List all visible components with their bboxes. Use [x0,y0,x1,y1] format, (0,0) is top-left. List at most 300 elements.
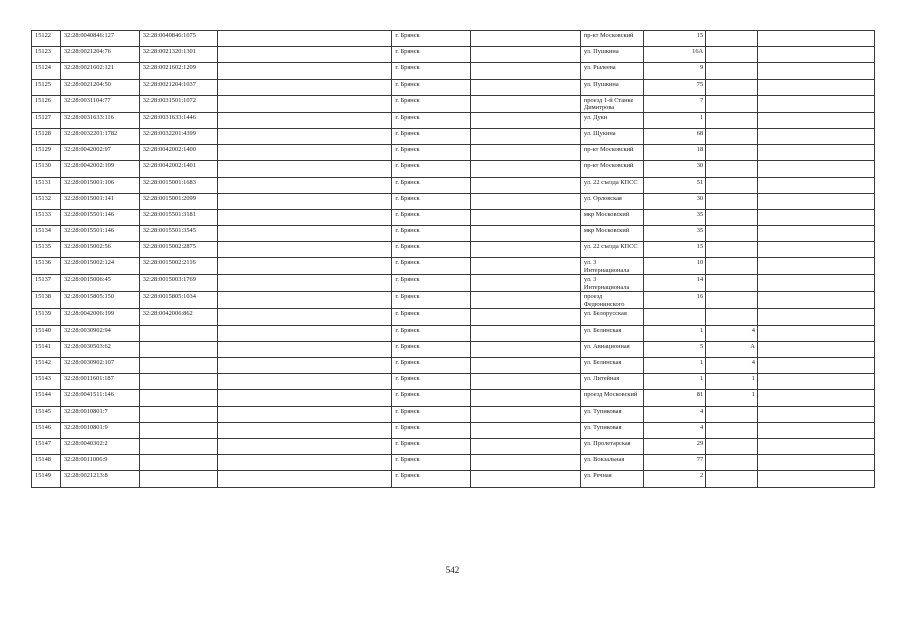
cell-empty [471,47,581,63]
cell-empty [471,145,581,161]
cell-street: ул. Дуки [580,112,643,128]
cell-empty [218,193,392,209]
cell-street: пр-кт Московский [580,161,643,177]
cell-empty [757,95,874,112]
cell-empty [218,258,392,275]
cell-flat [706,31,758,47]
cell-empty [218,325,392,341]
cell-flat [706,455,758,471]
cell-cadastral-land: 32:28:0040846:127 [60,31,139,47]
table-row [32,309,875,325]
cell-empty [471,275,581,292]
cell-house: 29 [644,438,706,454]
cell-number: 15131 [32,177,61,193]
cell-cadastral-land: 32:28:0015006:45 [60,275,139,292]
cell-empty [471,161,581,177]
cell-cadastral-building: 32:28:0015501:3181 [139,209,218,225]
cell-cadastral-land: 32:28:0031633:116 [60,112,139,128]
cell-house: 30 [644,161,706,177]
page-number: 542 [445,565,460,575]
cell-street: проезд 1-й Станке Димитрова [580,95,643,112]
cell-street: ул. Рылеева [580,63,643,79]
cell-cadastral-building [139,406,218,422]
cell-house: 5 [644,341,706,357]
cell-number: 15140 [32,325,61,341]
cell-cadastral-land: 32:28:0010801:7 [60,406,139,422]
cell-cadastral-land: 32:28:0032201:1782 [60,128,139,144]
cell-number: 15147 [32,438,61,454]
cell-empty [471,258,581,275]
cell-city: г. Брянск [392,422,471,438]
cell-number: 15148 [32,455,61,471]
table-row [32,358,875,374]
cell-cadastral-building [139,341,218,357]
cell-flat [706,47,758,63]
table-row [32,242,875,258]
cell-cadastral-building: 32:28:0015001:1683 [139,177,218,193]
cell-cadastral-land: 32:28:0021204:76 [60,47,139,63]
cell-cadastral-building: 32:28:0031501:1072 [139,95,218,112]
cell-cadastral-building: 32:28:0042006:862 [139,309,218,325]
cell-flat [706,161,758,177]
cell-flat [706,422,758,438]
cell-street: ул. Орловская [580,193,643,209]
cell-house: 30 [644,193,706,209]
cell-number: 15137 [32,275,61,292]
table-row [32,95,875,112]
cell-street: проезд Московский [580,390,643,406]
cell-cadastral-land: 32:28:0040302:2 [60,438,139,454]
cell-flat [706,292,758,309]
cell-street: ул. Речная [580,471,643,487]
cell-street: ул. Тупиковая [580,422,643,438]
cell-cadastral-building: 32:28:0021204:1037 [139,79,218,95]
cell-empty [218,358,392,374]
table-row [32,79,875,95]
cell-street: ул. 3 Интернационала [580,258,643,275]
cell-empty [471,193,581,209]
table-row [32,422,875,438]
cell-flat [706,275,758,292]
cell-street: ул. Вокзальная [580,455,643,471]
cell-flat: А [706,341,758,357]
cell-cadastral-building: 32:28:0031633:1446 [139,112,218,128]
cell-house: 77 [644,455,706,471]
table-row [32,177,875,193]
table-row [32,390,875,406]
cell-number: 15132 [32,193,61,209]
cell-house: 1 [644,325,706,341]
cell-cadastral-land: 32:28:0042002:109 [60,161,139,177]
cell-cadastral-land: 32:28:0041511:146 [60,390,139,406]
cell-number: 15141 [32,341,61,357]
cell-flat: 1 [706,374,758,390]
cell-house: 1 [644,374,706,390]
cell-flat [706,258,758,275]
cell-cadastral-land: 32:28:0015001:106 [60,177,139,193]
cell-empty [218,438,392,454]
cell-number: 15139 [32,309,61,325]
cell-cadastral-building: 32:28:0015003:1769 [139,275,218,292]
cell-city: г. Брянск [392,374,471,390]
cell-flat [706,63,758,79]
cell-city: г. Брянск [392,325,471,341]
cell-flat [706,193,758,209]
table-row [32,128,875,144]
cell-flat [706,112,758,128]
cell-cadastral-land: 32:28:0030902:107 [60,358,139,374]
cell-cadastral-building: 32:28:0021602:1209 [139,63,218,79]
cell-street: ул. Литейная [580,374,643,390]
cell-number: 15146 [32,422,61,438]
cell-house: 7 [644,95,706,112]
cell-empty [218,292,392,309]
cell-empty [218,455,392,471]
cell-city: г. Брянск [392,79,471,95]
cell-street: ул. Пролетарская [580,438,643,454]
cell-number: 15127 [32,112,61,128]
cell-empty [471,79,581,95]
cell-empty [471,390,581,406]
cell-cadastral-land: 32:28:0015002:124 [60,258,139,275]
registry-table-body [32,31,875,488]
cell-empty [757,242,874,258]
cell-empty [757,177,874,193]
table-row [32,47,875,63]
cell-street: ул. Пушкина [580,79,643,95]
cell-empty [757,258,874,275]
cell-empty [757,325,874,341]
cell-street: пр-кт Московский [580,145,643,161]
cell-empty [471,31,581,47]
cell-house: 4 [644,422,706,438]
cell-empty [757,63,874,79]
cell-number: 15142 [32,358,61,374]
cell-house: 35 [644,226,706,242]
cell-cadastral-land: 32:28:0042002:97 [60,145,139,161]
cell-street: мкр Московский [580,226,643,242]
cell-flat [706,226,758,242]
cell-number: 15125 [32,79,61,95]
cell-empty [218,471,392,487]
table-row [32,63,875,79]
cell-empty [757,209,874,225]
cell-street: ул. 22 съезда КПСС [580,242,643,258]
cell-empty [218,47,392,63]
cell-cadastral-land: 32:28:0010801:9 [60,422,139,438]
cell-house: 51 [644,177,706,193]
cell-empty [471,471,581,487]
cell-cadastral-building [139,374,218,390]
cell-city: г. Брянск [392,193,471,209]
cell-empty [757,145,874,161]
table-row [32,455,875,471]
cell-street: ул. Щукина [580,128,643,144]
cell-empty [218,226,392,242]
cell-empty [218,63,392,79]
cell-city: г. Брянск [392,145,471,161]
cell-empty [757,406,874,422]
table-row [32,325,875,341]
cell-number: 15123 [32,47,61,63]
cell-empty [218,145,392,161]
cell-empty [757,112,874,128]
cell-empty [218,209,392,225]
cell-number: 15134 [32,226,61,242]
cell-cadastral-land: 32:28:0015501:146 [60,209,139,225]
cell-city: г. Брянск [392,161,471,177]
cell-house: 10 [644,258,706,275]
cell-city: г. Брянск [392,438,471,454]
cell-empty [471,209,581,225]
cell-empty [757,309,874,325]
cell-number: 15129 [32,145,61,161]
cell-empty [471,309,581,325]
cell-cadastral-building: 32:28:0032201:4399 [139,128,218,144]
cell-city: г. Брянск [392,95,471,112]
table-row [32,258,875,275]
cell-empty [471,406,581,422]
cell-street: ул. Белинская [580,325,643,341]
cell-cadastral-building: 32:28:0040846:1075 [139,31,218,47]
cell-city: г. Брянск [392,112,471,128]
table-row [32,209,875,225]
cell-empty [218,341,392,357]
cell-number: 15135 [32,242,61,258]
cell-number: 15144 [32,390,61,406]
cell-empty [757,47,874,63]
cell-empty [757,79,874,95]
table-row [32,31,875,47]
cell-street: пр-кт Московский [580,31,643,47]
cell-cadastral-building: 32:28:0015501:3545 [139,226,218,242]
table-row [32,438,875,454]
cell-house: 68 [644,128,706,144]
cell-flat: 4 [706,358,758,374]
cell-empty [757,390,874,406]
cell-street: ул. Белорусская [580,309,643,325]
cell-flat [706,128,758,144]
cell-city: г. Брянск [392,471,471,487]
cell-cadastral-land: 32:28:0015501:146 [60,226,139,242]
cell-city: г. Брянск [392,341,471,357]
cell-empty [218,112,392,128]
cell-city: г. Брянск [392,358,471,374]
cell-house: 2 [644,471,706,487]
cell-street: проезд Федюнинского [580,292,643,309]
cell-flat [706,79,758,95]
cell-empty [471,422,581,438]
cell-street: ул. Белинская [580,358,643,374]
cell-cadastral-building [139,438,218,454]
cell-city: г. Брянск [392,128,471,144]
cell-cadastral-building: 32:28:0015002:2116 [139,258,218,275]
table-row [32,341,875,357]
table-row [32,275,875,292]
cell-city: г. Брянск [392,177,471,193]
cell-empty [757,358,874,374]
cell-house: 14 [644,275,706,292]
cell-cadastral-land: 32:28:0030902:94 [60,325,139,341]
table-row [32,374,875,390]
cell-empty [218,309,392,325]
cell-street: ул. Пушкина [580,47,643,63]
cell-cadastral-land: 32:28:0021602:121 [60,63,139,79]
cell-empty [471,177,581,193]
cell-house: 9 [644,63,706,79]
cell-empty [757,193,874,209]
cell-house: 1 [644,358,706,374]
cell-house: 16 [644,292,706,309]
cell-number: 15128 [32,128,61,144]
cell-flat: 1 [706,390,758,406]
cell-cadastral-land: 32:28:0030503:62 [60,341,139,357]
cell-city: г. Брянск [392,275,471,292]
cell-cadastral-land: 32:28:0021213:8 [60,471,139,487]
cell-empty [471,95,581,112]
cell-flat [706,309,758,325]
cell-empty [471,455,581,471]
cell-empty [218,406,392,422]
cell-city: г. Брянск [392,209,471,225]
cell-empty [471,226,581,242]
cell-empty [471,374,581,390]
cell-city: г. Брянск [392,309,471,325]
cell-flat [706,209,758,225]
cell-flat [706,471,758,487]
cell-cadastral-land: 32:28:0015002:56 [60,242,139,258]
cell-empty [757,128,874,144]
cell-empty [471,128,581,144]
cell-number: 15122 [32,31,61,47]
cell-street: мкр Московский [580,209,643,225]
cell-house: 15 [644,31,706,47]
cell-cadastral-building [139,325,218,341]
cell-street: ул. 3 Интернационала [580,275,643,292]
cell-empty [471,341,581,357]
cell-flat [706,406,758,422]
cell-house: 81 [644,390,706,406]
table-row [32,226,875,242]
cell-cadastral-building [139,358,218,374]
cell-number: 15124 [32,63,61,79]
cell-empty [471,242,581,258]
cell-cadastral-land: 32:28:0031104:77 [60,95,139,112]
cell-empty [218,79,392,95]
cell-flat [706,95,758,112]
cell-house: 18 [644,145,706,161]
cell-empty [757,292,874,309]
cell-empty [471,292,581,309]
cell-empty [757,374,874,390]
cell-city: г. Брянск [392,47,471,63]
cell-flat [706,177,758,193]
cell-empty [218,161,392,177]
cell-empty [218,128,392,144]
cell-city: г. Брянск [392,292,471,309]
cell-cadastral-building [139,390,218,406]
cell-city: г. Брянск [392,63,471,79]
cell-cadastral-building [139,455,218,471]
cell-number: 15136 [32,258,61,275]
cell-city: г. Брянск [392,258,471,275]
cell-house: 4 [644,406,706,422]
cell-empty [218,242,392,258]
cell-house: 15 [644,242,706,258]
cell-number: 15143 [32,374,61,390]
cell-empty [757,422,874,438]
table-row [32,292,875,309]
table-row [32,406,875,422]
cell-cadastral-building: 32:28:0015002:2875 [139,242,218,258]
cell-empty [757,455,874,471]
cell-empty [218,95,392,112]
cell-cadastral-building [139,422,218,438]
cell-empty [218,390,392,406]
cell-number: 15126 [32,95,61,112]
cell-empty [218,422,392,438]
cell-cadastral-building: 32:28:0015805:1034 [139,292,218,309]
cell-empty [757,341,874,357]
cell-city: г. Брянск [392,226,471,242]
cell-empty [757,275,874,292]
cell-cadastral-building: 32:28:0042002:1400 [139,145,218,161]
cell-empty [218,177,392,193]
cell-house: 75 [644,79,706,95]
cell-empty [757,31,874,47]
table-row [32,112,875,128]
cell-city: г. Брянск [392,242,471,258]
cell-empty [757,438,874,454]
cell-empty [757,161,874,177]
cell-street: ул. Авиационная [580,341,643,357]
cell-number: 15138 [32,292,61,309]
table-row [32,193,875,209]
cell-empty [471,63,581,79]
cell-empty [757,226,874,242]
cell-house [644,309,706,325]
cell-street: ул. 22 съезда КПСС [580,177,643,193]
cell-empty [218,275,392,292]
cell-empty [471,325,581,341]
cell-house: 35 [644,209,706,225]
cell-cadastral-land: 32:28:0015805:150 [60,292,139,309]
cell-cadastral-land: 32:28:0021204:50 [60,79,139,95]
cell-house: 16А [644,47,706,63]
cell-cadastral-land: 32:28:0015001:141 [60,193,139,209]
cell-cadastral-land: 32:28:0011601:187 [60,374,139,390]
cell-street: ул. Тупиковая [580,406,643,422]
cell-empty [218,31,392,47]
table-row [32,145,875,161]
cell-flat [706,145,758,161]
cell-number: 15133 [32,209,61,225]
cell-empty [218,374,392,390]
cell-cadastral-building: 32:28:0021320:1301 [139,47,218,63]
cell-flat: 4 [706,325,758,341]
registry-table [31,30,875,488]
cell-number: 15149 [32,471,61,487]
cell-empty [471,438,581,454]
cell-house: 1 [644,112,706,128]
cell-cadastral-land: 32:28:0042006:199 [60,309,139,325]
cell-city: г. Брянск [392,390,471,406]
cell-number: 15145 [32,406,61,422]
cell-empty [757,471,874,487]
cell-flat [706,438,758,454]
table-row [32,161,875,177]
cell-empty [471,358,581,374]
